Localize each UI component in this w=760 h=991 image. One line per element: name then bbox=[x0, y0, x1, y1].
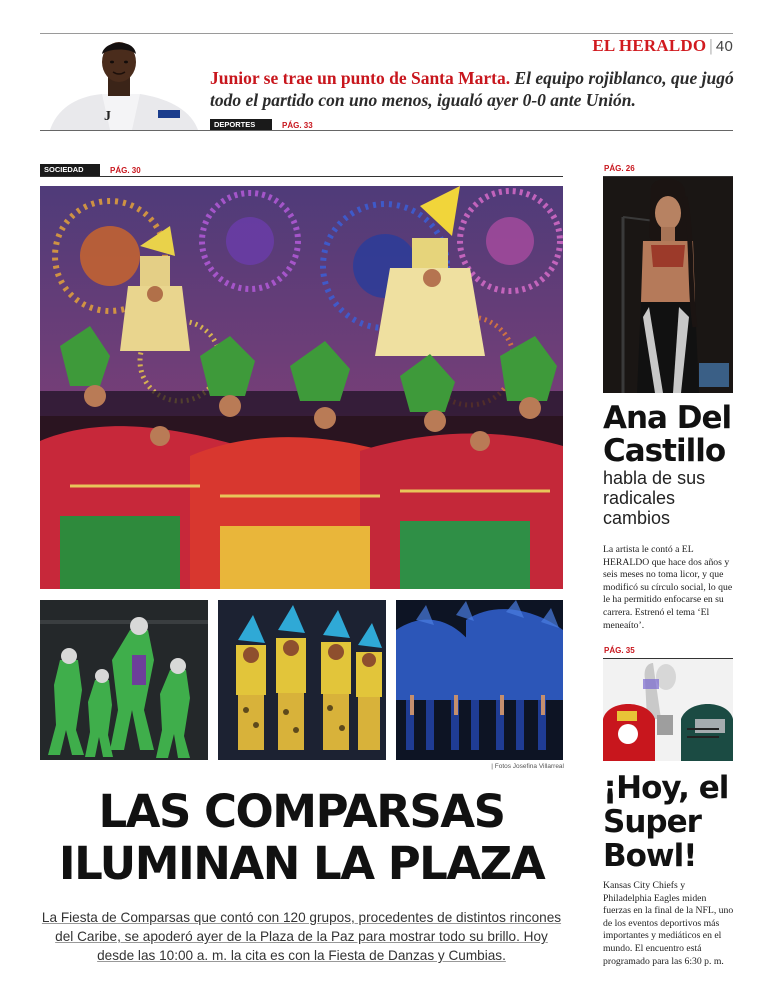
junior-player-photo[interactable] bbox=[40, 36, 200, 130]
page-ref-deportes[interactable]: PÁG. 33 bbox=[282, 120, 313, 130]
section-label-sociedad: SOCIEDAD bbox=[40, 164, 100, 176]
header-bottom-rule bbox=[40, 130, 733, 131]
section-label-deportes: DEPORTES bbox=[210, 119, 272, 131]
header-top-rule bbox=[40, 33, 733, 34]
ana-title[interactable]: Ana Del Castillo bbox=[603, 400, 732, 469]
page-ref-sociedad[interactable]: PÁG. 30 bbox=[110, 165, 141, 175]
page-ref-superbowl[interactable]: PÁG. 35 bbox=[604, 646, 635, 655]
comparsa-green-costumes-photo[interactable] bbox=[40, 600, 208, 760]
junior-teaser[interactable] bbox=[210, 67, 735, 111]
comparsas-main-photo[interactable] bbox=[40, 186, 563, 589]
lead-text: La Fiesta de Comparsas que contó con 120 grupos, procedentes de distintos rincones del Caribe, se apoderó ayer de la Plaza de la Paz para mostrar todo su brillo. Hoy desde las 10:00 a. m. la cita es con la Fiesta de Danzas y Cumbias. bbox=[41, 910, 562, 963]
superbowl-body: Kansas City Chiefs y Philadelphia Eagles miden fuerzas en la final de la NFL, uno de los eventos deportivos más importantes y mediáticos en el mundo. El encuentro está programado para las 6:30 p. m. bbox=[603, 880, 734, 967]
ana-del-castillo-photo[interactable] bbox=[603, 177, 733, 393]
main-lead-text bbox=[40, 908, 563, 965]
ana-subtitle: habla de sus radicales cambios bbox=[603, 468, 706, 528]
sociedad-rule bbox=[40, 176, 563, 177]
teaser-headline: Junior se trae un punto de Santa Marta. bbox=[210, 68, 511, 88]
teaser-text: El equipo rojiblanco, que jugó todo el partido con uno menos, igualó ayer 0-0 ante Unión. bbox=[210, 68, 734, 110]
main-headline[interactable] bbox=[40, 786, 563, 890]
masthead-separator: | bbox=[709, 36, 713, 55]
svg-text:J: J bbox=[104, 109, 111, 124]
main-headline-line2: ILUMINAN LA PLAZA bbox=[58, 837, 545, 890]
super-bowl-photo[interactable] bbox=[603, 659, 733, 761]
main-headline-line1: LAS COMPARSAS bbox=[98, 785, 505, 838]
comparsa-feather-costumes-photo[interactable] bbox=[218, 600, 386, 760]
superbowl-title[interactable]: ¡Hoy, el Super Bowl! bbox=[603, 770, 729, 874]
ana-body: La artista le contó a EL HERALDO que hace dos años y seis meses no toma licor, y que modificó su círculo social, lo que le ha permitido enfocarse en su carrera. Estrenó el tema ‘El meneaíto’. bbox=[603, 544, 733, 631]
comparsa-blue-costumes-photo[interactable] bbox=[396, 600, 563, 760]
brand-name: EL HERALDO bbox=[592, 36, 707, 55]
photo-credit: | Fotos Josefina Villarreal bbox=[491, 763, 564, 770]
page-ref-ana[interactable]: PÁG. 26 bbox=[604, 164, 635, 173]
masthead bbox=[592, 36, 733, 56]
sociedad-tag bbox=[40, 164, 141, 176]
page-number: 40 bbox=[715, 38, 733, 55]
